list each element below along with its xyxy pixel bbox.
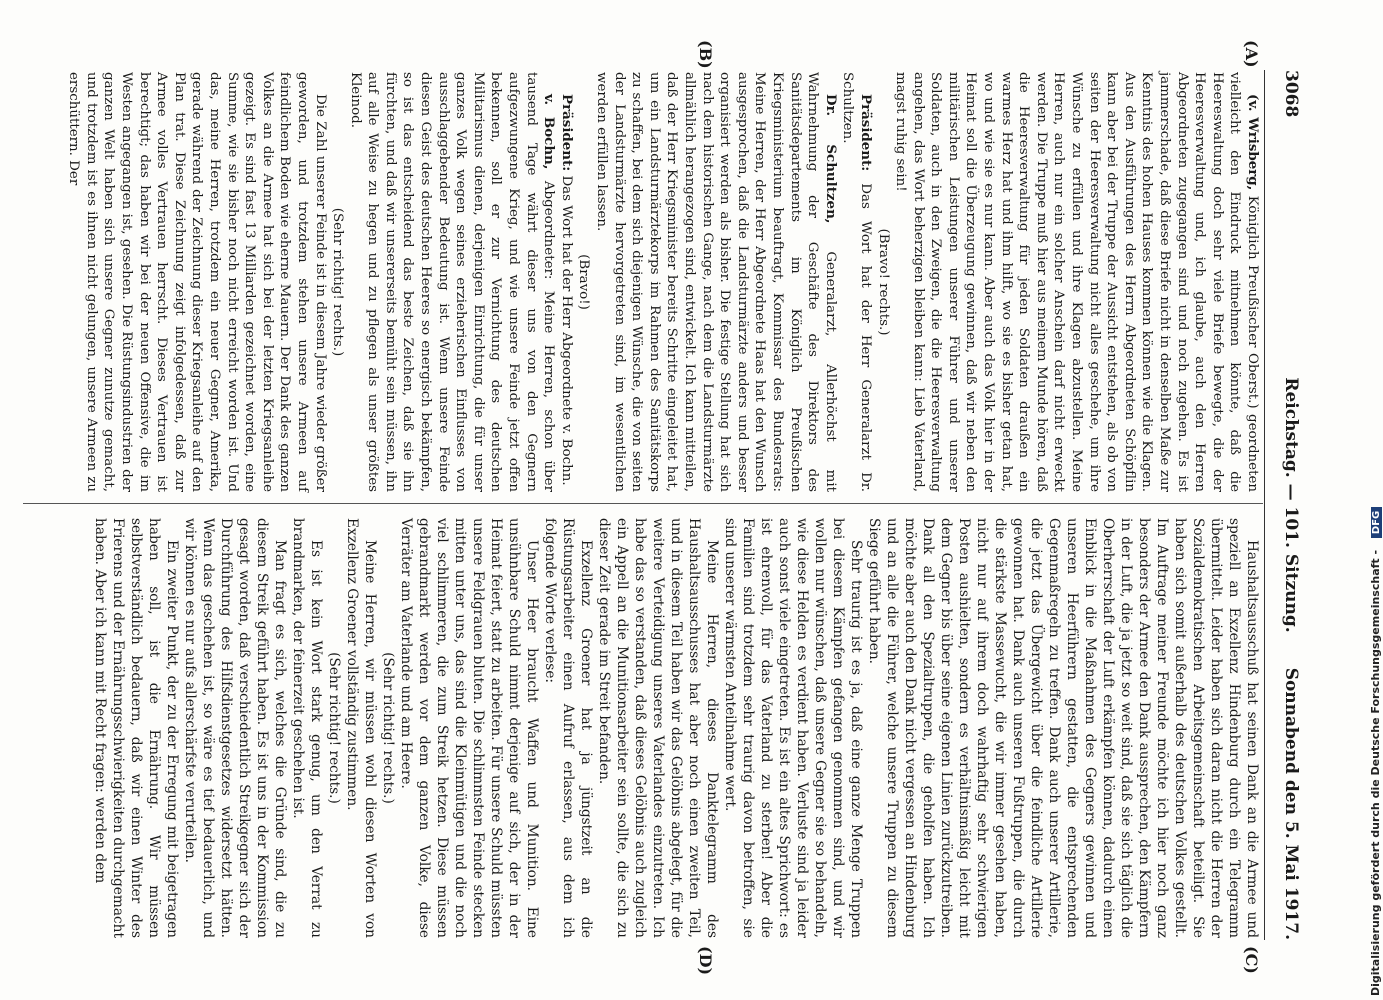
paragraph bbox=[65, 72, 329, 492]
session-title: Reichstag. — 101. Sitzung. bbox=[1281, 377, 1301, 633]
paragraph-text: Abgeordneter: Meine Herren, schon über tausend Tage währt dieser uns von den Gegnern aufgezwungene Krieg, und wie unsere Feinde jetzt offen bekennen, soll er zur Vernichtung des deutschen Militarismus dienen, derjenigen Einrichtung, die für unser ganzes Volk wegen seines erzieherischen Einflusses von ausschlaggebender Bedeutung ist. Wenn unsere Feinde diesen Geist des deutschen Heeres so energisch bekämpfen, so ist das entscheidend das beste Zeichen, daß sie ihn fürchten, und daß wir unsererseits bemüht sein müssen, ihn auf alle Weise zu hegen und zu pflegen als unser größtes Kleinod. bbox=[347, 72, 557, 493]
paragraph-text: (Sehr richtig! rechts.) bbox=[330, 207, 346, 357]
margin-letter-a: (A) bbox=[1242, 40, 1261, 68]
margin-letter-d: (D) bbox=[696, 946, 715, 976]
paragraph bbox=[346, 72, 557, 492]
page-number: 3068 bbox=[1281, 70, 1301, 118]
paragraph bbox=[379, 518, 397, 938]
paragraph bbox=[839, 72, 874, 492]
paragraph bbox=[329, 72, 347, 492]
footer bbox=[1369, 16, 1382, 996]
speaker-name: Dr. Schultzen, bbox=[822, 94, 839, 224]
paragraph-text: Unser Heer braucht Waffen und Munition. Eine unsühnbare Schuld nimmt derjenige auf sich, der in der Heimat feiert, statt zu arbeiten. Für unsere Schuld müssten unsere Feldgrauen bluten. Die schlimmsten Feinde stecken mitten unter uns, das sind die Kleinmütigen und die noch viel schlimmeren, die zum Streik hetzen. Diese müssen gebrandmarkt werden vor dem ganzen Volke, diese Verräter am Vaterlande und am Heere. bbox=[398, 518, 540, 938]
paragraph bbox=[325, 518, 343, 938]
right-column bbox=[91, 518, 1261, 938]
paragraph-text: Königlich Preußischer Oberst.) geordneten vielleicht den Eindruck mitnehmen könnte, daß die Heereswaltung doch sehr viele Briefe bewegte, die der Heeresverwaltung und, ich glaube, auch den Herren Abgeordneten zugegangen sind und noch zugehen. Es ist jammerschade, daß diese Briefe nicht in denselben Maße zur Kenntnis des hohen Hauses kommen können wie die Klagen. Aus den Ausführungen des Herrn Abgeordneten Schöpflin kann aber bei der Truppe der Aussicht entstehen, als ob von seiten der Heeresverwaltung nicht alles geschehe, um ihre Wünsche zu erfüllen und ihre Klagen abzustellen. Meine Herren, auch nur ein solcher Anschein darf nicht erweckt werden. Die Truppe muß hier aus meinem Munde hören, daß die Heeresverwaltung für jeden Soldaten draußen ein warmes Herz hat und ihm hilft, wo sie es bisher getan hat, wo und wie sie es nur kann. Aber auch das Volk hier in der Heimat soll die Überzeugung gewinnen, daß wir neben den militärischen Leistungen unserer Führer und unserer Soldaten, auch in den Zweigen, die die Heeresverwaltung angehen, das Wort beherzigen bleiben kann: Lieb Vaterland, magst ruhig sein! bbox=[893, 72, 1260, 493]
column-divider bbox=[23, 503, 1263, 504]
speaker-name: v. Bochn, bbox=[541, 94, 558, 170]
paragraph bbox=[874, 72, 892, 492]
paragraph bbox=[343, 518, 379, 938]
paragraph-text: Exzellenz Groener hat ja jüngstzeit an die Rüstungsarbeiter einen Aufruf erlassen, aus dem ich folgende Worte verlese: bbox=[542, 518, 594, 938]
paragraph-text: Das Wort hat der Herr Abgeordnete v. Bochn. bbox=[558, 171, 574, 486]
speaker-name: Präsident: bbox=[857, 94, 874, 172]
header-rule bbox=[1264, 70, 1265, 940]
paragraph-text: Haushaltsausschuß hat seinen Dank an die Armee und speziell an Exzellenz Hindenburg durch ein Telegramm übermittelt. Leider haben sich daran nicht die Herren der Sozialdemokratischen Arbeitsgemeinschaft beteiligt. Sie haben sich somit außerhalb des deutschen Volkes gestellt. Im Auftrage meiner Freunde möchte ich hier noch ganz besonders der Armee den Dank aussprechen, den Kämpfern in der Luft, die ja jetzt so weit sind, daß sie sich täglich die Oberherrschaft der Luft erkämpfen können, dadurch einen Einblick in die Maßnahmen des Gegners gewinnen und unseren Heerführern gestatten, die entsprechenden Gegenmaßregeln zu treffen. Dank auch unserer Artillerie, die jetzt das Übergewicht über die feindliche Artillerie gewonnen hat. Dank auch unseren Fußtruppen, die durch die stärkste Massewucht, die wir immer gesehen haben, nicht nur auf ihrem doch wahrhaftig sehr schwierigen Posten aushielten, sondern es verhältnismäßig leicht mit dem Gegner bis über seine eigenen Linien zurückzutreiben. Dank all den Spezialtruppen, die geholfen haben. Ich möchte aber auch den Dank nicht vergessen an Hindenburg und an alle die Führer, welche unsere Truppen zu diesem Siege geführt haben. bbox=[866, 518, 1260, 938]
paragraph-text: Die Zahl unserer Feinde ist in diesem Jahre wieder größer geworden, und trotzdem stehen unsere Armeen auf feindlichem Boden wie eherne Mauern. Der Dank des ganzen Volkes an die Armee hat sich bei der letzten Kriegsanleihe gezeigt. Es sind fast 13 Milliarden gezeichnet worden, eine Summe, wie sie bisher noch nicht erreicht worden ist. Und das, meine Herren, trotzdem ein neuer Gegner, Amerika, gerade während der Zeichnung dieser Kriegsanleihe auf den Plan trat. Diese Zeichnung zeigt infolgedessen, daß zur Armee volles Vertrauen herrscht. Dieses Vertrauen ist berechtigt; das haben wir bei der neuen Offensive, die im Westen angegangen ist, gesehen. Die Rüstungsindustrien der ganzen Welt haben sich unsere Gegner zunutze gemacht, und trotzdem ist es ihnen nicht gelungen, unsere Armeen zu erschüttern. Der bbox=[66, 72, 328, 492]
speaker-name: Präsident: bbox=[558, 94, 575, 172]
paragraph-text: Generalarzt, Allerhöchst mit Wahrnehmung der Geschäfte des Direktors des Sanitätsdepartements im Königlich Preußischen Kriegsministerium beauftragt, Kommissar des Bundesrats: Meine Herren, der Herr Abgeordnete Haas hat den Wunsch ausgesprochen, daß die Landsturmärzte anders und besser organisiert werden als bisher. Die festige Stellung hat sich nach dem historischen Gange, nach dem die Landsturmärzte allmählich herangezogen sind, entwickelt. Ich kann mitteilen, daß der Herr Kriegsminister bereits Schritte eingeleitet hat, um ein Landsturmärztekorps im Rahmen des Sanitätskorps zu schaffen, bei dem sich diejenigen Wünsche, die von seiten der Landsturmärzte hervorgetreten sind, im wesentlichen werden erfüllen lassen. bbox=[594, 72, 838, 492]
paragraph-text: Man fragt es sich, welches die Gründe sind, die zu diesem Streik geführt haben. Es ist uns in der Kommission gesagt worden, daß verschiedentlich Streikgegner sich der Durchführung des Hilfsdienstgesetzes widersetzt hätten. Wenn das geschehen ist, so wäre es tief bedauerlich, und wir können es nur aufs allerschärfste verurteilen. bbox=[182, 518, 288, 938]
page-header bbox=[1267, 70, 1301, 940]
paragraph-text: Meine Herren, wir müssen wohl diesen Worten von Exzellenz Groener vollständig zustimmen. bbox=[344, 518, 378, 938]
paragraph-text: Das Wort hat der Herr Generalarzt Dr. Schultzen. bbox=[840, 72, 873, 492]
session-date: Sonnabend den 5. Mai 1917. bbox=[1281, 667, 1301, 940]
paragraph bbox=[397, 518, 541, 938]
paragraph-text: (Bravo! rechts.) bbox=[875, 228, 891, 336]
paragraph bbox=[865, 518, 1261, 938]
paragraph-text: (Bravo!) bbox=[576, 254, 592, 310]
paragraph bbox=[181, 518, 289, 938]
left-column bbox=[65, 72, 1261, 492]
paragraph-text: Meine Herren, dieses Danktelegramm des Haushaltsausschusses hat aber noch einen zweiten Teil, und in diesem Teil haben wir das Gelöbnis abgelegt, für die weitere Verteidigung unseres Vaterlandes einzutreten. Ich habe das so verstanden, daß dieses Gelöbnis auch zugleich ein Appell an die Munitionsarbeiter sein sollte, die sich zu dieser Zeit gerade im Streit befanden. bbox=[596, 518, 720, 938]
paragraph bbox=[575, 72, 593, 492]
paragraph bbox=[557, 72, 575, 492]
paragraph-text: (Sehr richtig! rechts.) bbox=[380, 652, 396, 804]
margin-letter-b: (B) bbox=[696, 40, 715, 69]
paragraph bbox=[892, 72, 1261, 492]
speaker-name: (v. Wrisberg, bbox=[1245, 94, 1261, 191]
paragraph-text: Ein zweiter Punkt, der zu der Erregung mit beigetragen haben soll, ist die Ernährung. Wir müssen selbstverständlich bedauern, daß wir einen Winter des Frierens und der Ernährungsschwierigkeiten durchgemacht haben. Aber ich kann mit Recht fragen: werden dem bbox=[92, 518, 180, 938]
footer-text: Digitalisierung gefördert durch die Deutsche Forschungsgemeinschaft - bbox=[1369, 549, 1382, 996]
dfg-logo: DFG bbox=[1371, 507, 1382, 538]
paragraph bbox=[541, 518, 595, 938]
paragraph-text: (Sehr richtig! rechts.) bbox=[326, 652, 342, 804]
paragraph-text: Es ist kein Wort stark genug, um den Verrat zu brandmarken, der feinerzeit geschehen ist. bbox=[290, 518, 324, 938]
paragraph bbox=[721, 518, 865, 938]
paragraph bbox=[91, 518, 181, 938]
paragraph bbox=[595, 518, 721, 938]
paragraph bbox=[592, 72, 838, 492]
paragraph-text: Sehr traurig ist es ja, daß eine ganze Menge Truppen bei diesem Kämpfen gefangen genommen sind, und wir wollen nur wünschen, daß unsere Gegner sie so behandeln, wie diese Helden es verdient haben. Verluste sind ja leider auch sonst viele eingetreten. Es ist ein altes Sprichwort: es ist ehrenvoll, für das Vaterland zu sterben! Aber die Familien sind trotzdem sehr traurig davon betroffen, sie sind unserer wärmsten Anteilnahme wert. bbox=[722, 518, 864, 938]
paragraph bbox=[289, 518, 325, 938]
margin-letter-c: (C) bbox=[1242, 946, 1261, 974]
